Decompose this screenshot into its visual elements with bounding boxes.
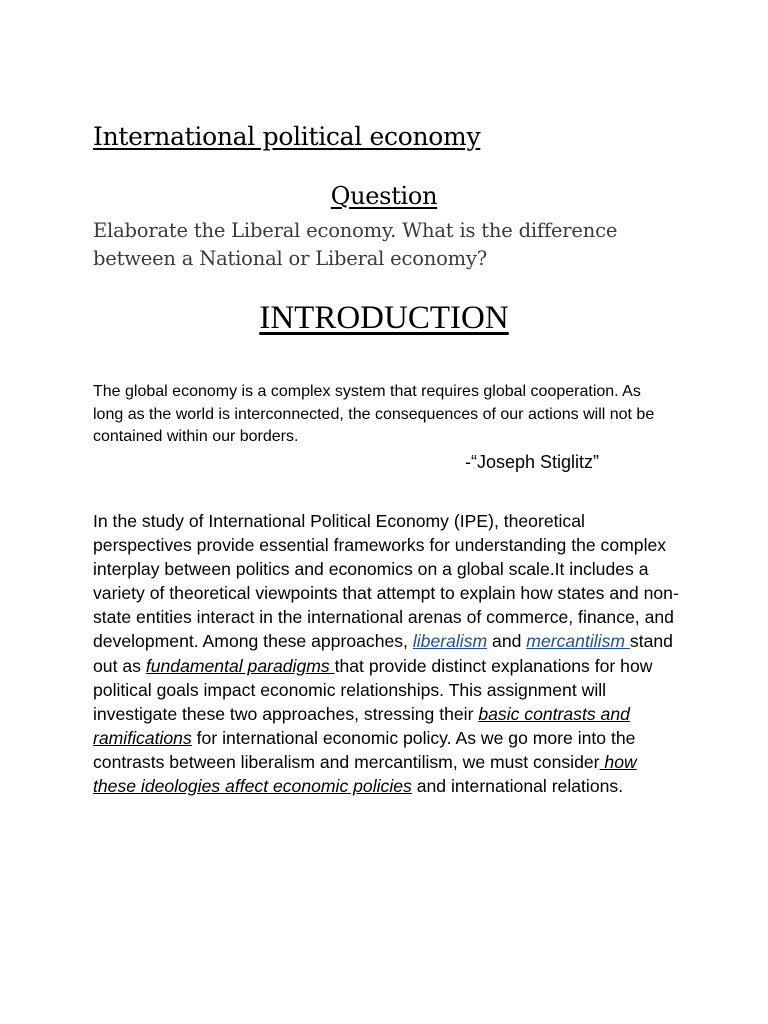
quote-text: The global economy is a complex system that requires global cooperation. As long as the world is interconnected, the consequences of our actions will not be contained within our borders. (93, 383, 655, 445)
emphasis-fundamental-paradigms: fundamental paradigms (145, 655, 335, 676)
emphasis-ideologies: how these ideologies affect economic policies (93, 751, 637, 797)
introduction-heading: INTRODUCTION (259, 300, 509, 336)
question-text: Elaborate the Liberal economy. What is the difference between a National or Liberal economy? (93, 219, 618, 270)
mercantilism-link[interactable]: mercantilism (526, 631, 630, 652)
introduction-paragraph (93, 509, 683, 798)
paragraph-text: In the study of International Political Economy (IPE), theoretical perspectives provide essential frameworks for understanding the complex interplay between politics and economics on a global scale.It includes a variety of theoretical viewpoints that attempt to explain how states and non-state entities interact in the international arenas of commerce, finance, and development. Among these approaches, (93, 511, 679, 652)
quote-author: -“Joseph Stiglitz” (465, 452, 600, 472)
paragraph-text: that provide distinct explanations for how political goals impact economic relationships. This assignment will investigate these two approaches, stressing their (93, 655, 653, 724)
paragraph-text: and (487, 631, 527, 652)
paragraph-text: for international economic policy. As we go more into the contrasts between liberalism and mercantilism, we must consider (93, 727, 636, 772)
liberalism-link[interactable]: liberalism (412, 631, 488, 652)
document-title: International political economy (93, 122, 481, 151)
paragraph-text: and international relations. (411, 776, 624, 797)
paragraph-text: stand out as (93, 631, 673, 676)
emphasis-basic-contrasts: basic contrasts and ramifications (93, 703, 630, 748)
question-heading: Question (330, 182, 438, 210)
